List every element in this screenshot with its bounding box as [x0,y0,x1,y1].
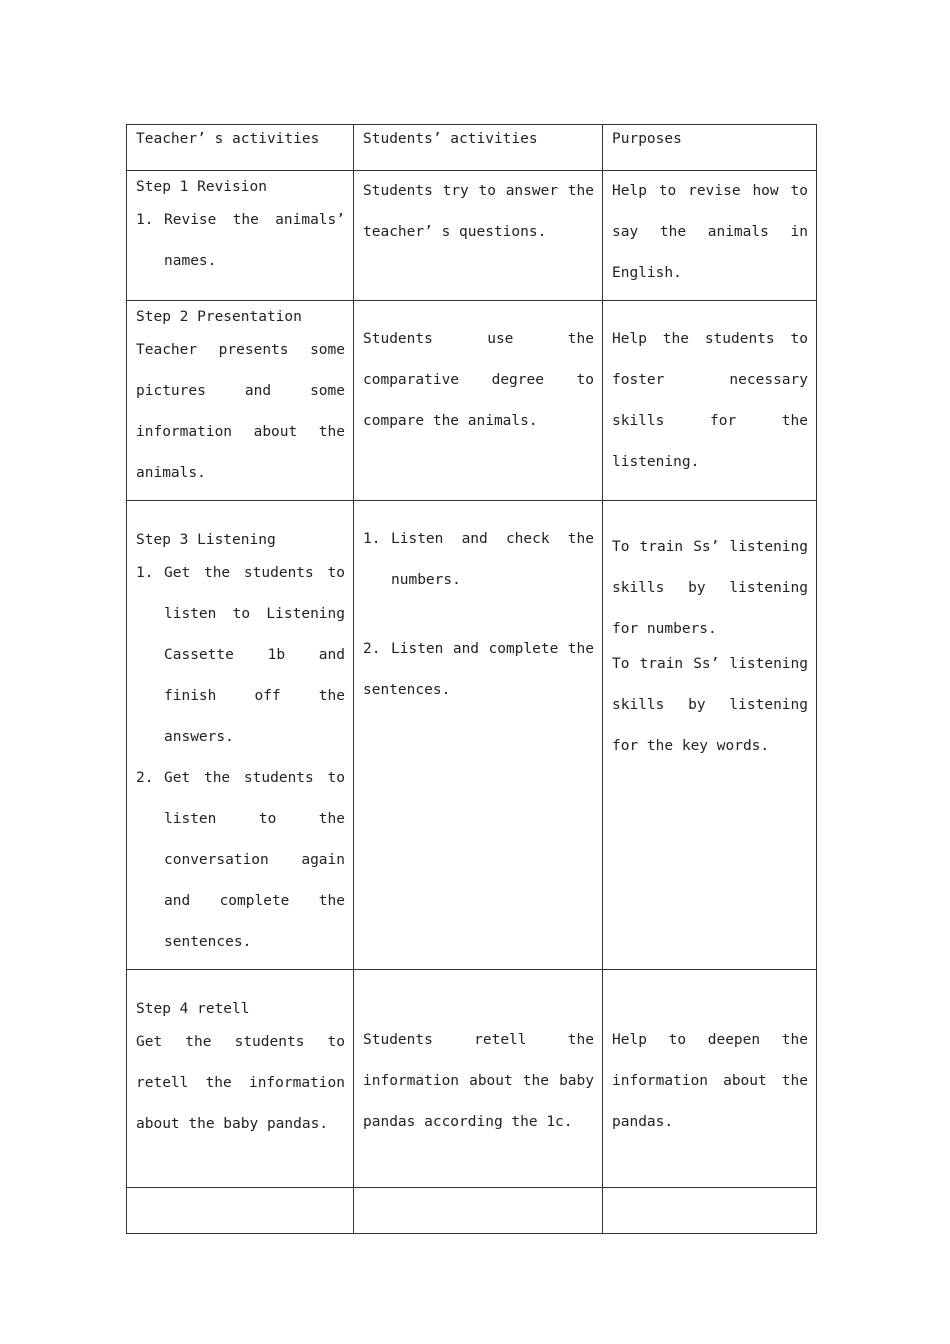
purposes-text: To train Ss’ listening skills by listening for the key words. [612,656,808,754]
teacher-text: Get the students to retell the information about the baby pandas. [136,1034,345,1132]
list-number: 1. [363,531,381,547]
students-cell [354,171,603,301]
empty-cell [127,1188,354,1234]
students-cell [354,501,603,970]
list-item-text: Revise the animals’ names. [164,212,345,269]
step-title: Step 4 retell [136,1001,250,1017]
purposes-cell [603,171,817,301]
students-text: Students try to answer the teacher’ s questions. [363,183,594,240]
teacher-cell [127,970,354,1188]
purposes-text: Help to revise how to say the animals in English. [612,183,808,281]
purposes-cell [603,970,817,1188]
purposes-text: To train Ss’ listening skills by listening for numbers. [612,539,808,637]
list-item [136,553,345,758]
purposes-cell [603,501,817,970]
table-row [127,501,817,970]
empty-cell [603,1188,817,1234]
empty-cell [354,1188,603,1234]
table-row [127,970,817,1188]
header-students-activities: Students’ activities [354,125,603,171]
teacher-cell [127,301,354,501]
table-row [127,301,817,501]
list-number: 2. [363,641,381,657]
table-row-empty [127,1188,817,1234]
list-item-text: Get the students to listen to the conversation again and complete the sentences. [164,770,345,950]
list-item [363,519,594,601]
step-title: Step 3 Listening [136,532,276,548]
list-item [363,629,594,711]
students-cell [354,301,603,501]
lesson-plan-table [126,124,817,1234]
purposes-cell [603,301,817,501]
header-teacher-activities: Teacher’ s activities [127,125,354,171]
list-item-text: Listen and complete the sentences. [363,641,594,698]
table-row [127,171,817,301]
list-number: 1. [136,565,154,581]
list-number: 1. [136,212,154,228]
students-text: Students retell the information about the baby pandas according the 1c. [363,1032,594,1130]
teacher-cell [127,501,354,970]
list-item-text: Listen and check the numbers. [391,531,594,588]
students-text: Students use the comparative degree to compare the animals. [363,331,594,429]
step-title: Step 2 Presentation [136,309,302,325]
header-purposes: Purposes [603,125,817,171]
list-number: 2. [136,770,154,786]
students-cell [354,970,603,1188]
teacher-cell [127,171,354,301]
purposes-text: Help to deepen the information about the pandas. [612,1032,808,1130]
teacher-text: Teacher presents some pictures and some information about the animals. [136,342,345,481]
list-item [136,758,345,963]
purposes-text: Help the students to foster necessary skills for the listening. [612,331,808,470]
table-header-row [127,125,817,171]
list-item [136,200,345,282]
step-title: Step 1 Revision [136,179,267,195]
list-item-text: Get the students to listen to Listening Cassette 1b and finish off the answers. [164,565,345,745]
